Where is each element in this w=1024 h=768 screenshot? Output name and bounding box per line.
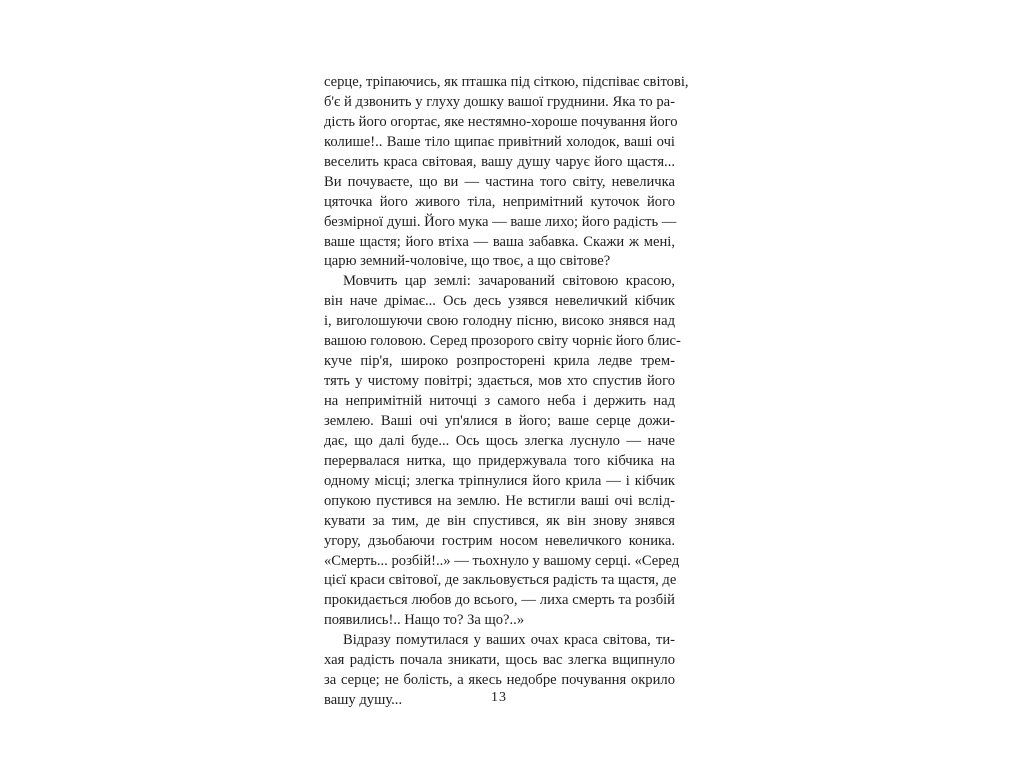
text-line: безмірної душі. Його мука — ваше лихо; його радість — <box>324 213 677 230</box>
text-line: «Смерть... розбій!..» — тьохнуло у вашому серці. «Серед <box>324 552 680 569</box>
text-line: цяточка його живого тіла, непримітний куточок його <box>324 193 675 210</box>
text-line: колише!.. Ваше тіло щипає привітний холодок, ваші очі <box>324 133 675 150</box>
text-line: угору, дзьобаючи гострим носом невеличкого коника. <box>324 532 675 549</box>
text-line: вашу душу... <box>324 692 403 709</box>
text-line: вашою головою. Серед прозорого світу чорніє його блис- <box>324 333 681 350</box>
text-line: серце, тріпаючись, як пташка під сіткою, підспіває світові, <box>324 74 689 90</box>
text-line: б'є й дзвонить у глуху дошку вашої груднини. Яка то ра- <box>324 93 675 110</box>
text-line: Ви почуваєте, що ви — частина того світу, невеличка <box>324 173 675 190</box>
text-line: перервалася нитка, що придержувала того кібчика на <box>324 452 675 469</box>
text-line: куче пір'я, широко розпросторені крила ледве трем- <box>324 353 675 370</box>
text-line: землею. Ваші очі уп'ялися в його; ваше серце дожи- <box>324 412 675 429</box>
text-line: дає, що далі буде... Ось щось злегка луснуло — наче <box>324 432 675 449</box>
text-line: опукою пустився на землю. Не встигли ваші очі вслід- <box>324 492 675 509</box>
text-line: Відразу помутилася у ваших очах краса світова, ти- <box>343 632 675 649</box>
page-number: 13 <box>491 690 507 705</box>
paragraph-1 <box>324 73 689 272</box>
text-line: на непримітній ниточці з самого неба і держить над <box>324 393 675 409</box>
text-line: одному місці; злегка тріпнулися його крила — і кібчик <box>324 472 675 489</box>
text-line: прокидається любов до всього, — лиха смерть та розбій <box>324 592 675 609</box>
text-line: веселить краса світовая, вашу душу чарує його щастя... <box>324 153 675 170</box>
text-line: ваше щастя; його втіха — ваша забавка. Скажи ж мені, <box>324 233 675 250</box>
text-line: тять у чистому повітрі; здається, мов хто спустив його <box>324 373 675 390</box>
text-line: дість його огортає, яке нестямно-хороше почування його <box>324 113 678 130</box>
text-line: хая радість почала зникати, щось вас злегка вщипнуло <box>324 652 675 669</box>
text-line: царю земний-чоловіче, що твоє, а що світове? <box>324 253 611 270</box>
text-line: появились!.. Нащо то? За що?..» <box>324 612 525 629</box>
text-line: кувати за тим, де він спустився, як він знову знявся <box>324 512 675 529</box>
paragraph-2 <box>324 272 681 631</box>
text-line: за серце; не болість, а якесь недобре почування окрило <box>324 672 675 689</box>
text-line: і, виголошуючи свою голодну пісню, високо знявся над <box>324 313 675 330</box>
text-line: цієї краси світової, де закльовується радість та щастя, де <box>324 572 677 589</box>
text-line: він наче дрімає... Ось десь узявся невеличкий кібчик <box>324 293 675 310</box>
text-line: Мовчить цар землі: зачарований світовою красою, <box>343 273 675 290</box>
body-text <box>324 73 689 711</box>
